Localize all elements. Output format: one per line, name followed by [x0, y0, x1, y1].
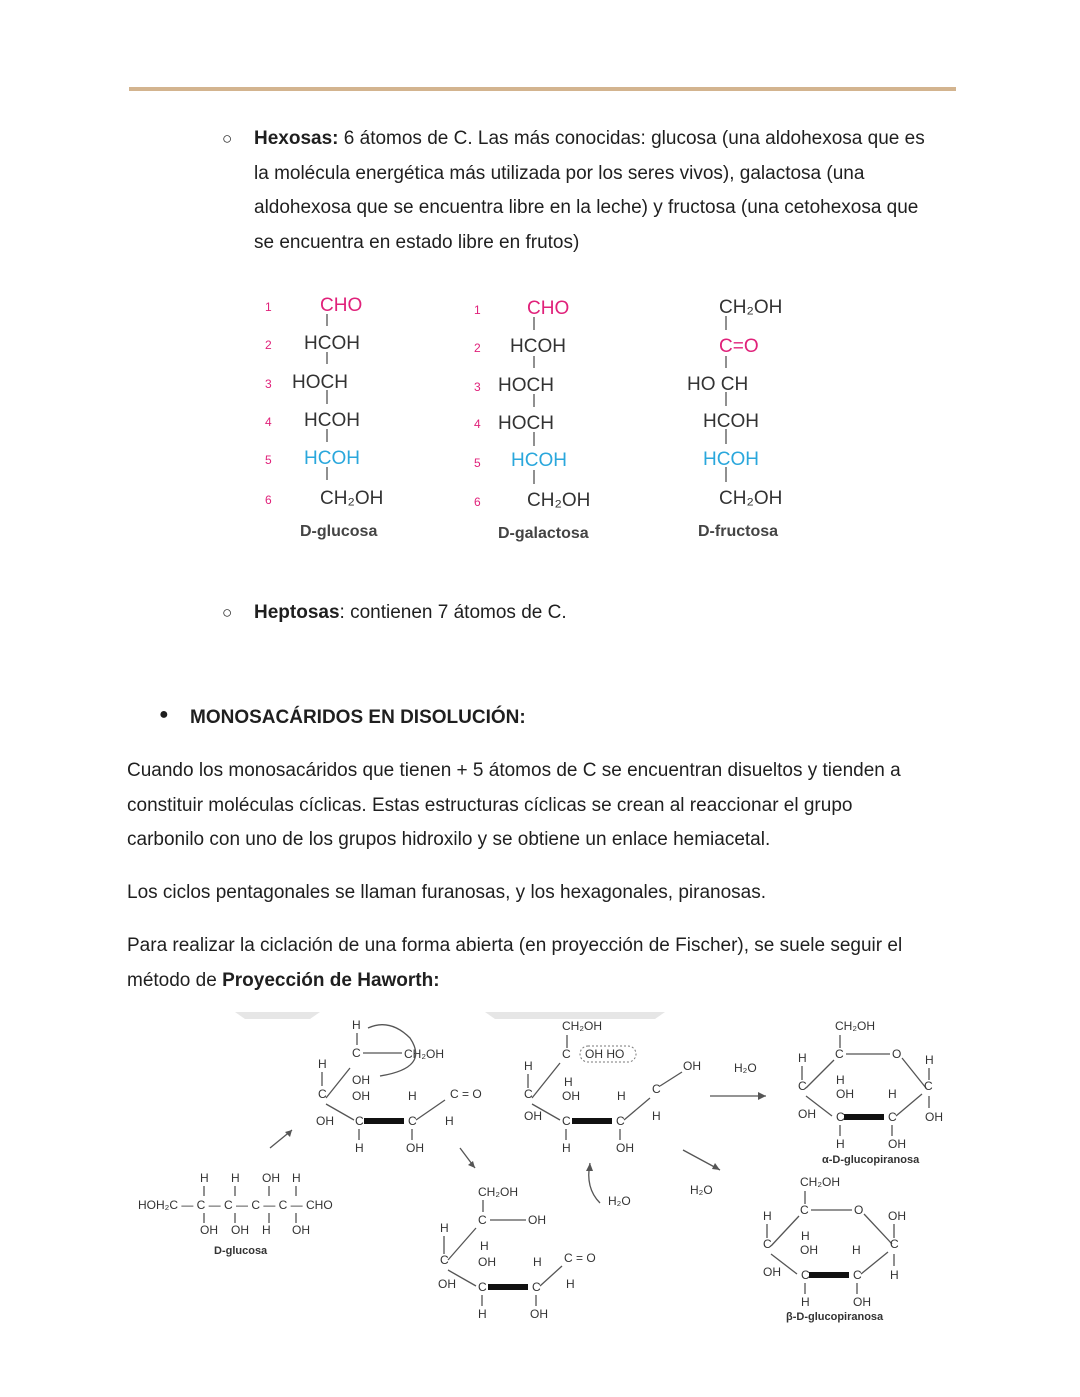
- svg-text:OH: OH: [683, 1059, 701, 1073]
- svg-text:C: C: [408, 1114, 417, 1128]
- carbon-number: 5: [265, 453, 272, 467]
- svg-text:OH: OH: [888, 1137, 906, 1151]
- fructosa-c4: HCOH: [703, 411, 759, 432]
- svg-text:O: O: [854, 1203, 864, 1217]
- svg-text:OH: OH: [562, 1089, 580, 1103]
- carbon-number: 6: [474, 495, 481, 509]
- carbon-number: 4: [474, 417, 481, 431]
- carbon-number: 1: [474, 303, 481, 317]
- carbon-number: 2: [265, 338, 272, 352]
- open-chain-glucosa: [138, 1171, 333, 1257]
- intermediate-ring-3: [438, 1185, 596, 1321]
- water-label: H₂O: [690, 1183, 713, 1197]
- svg-text:C: C: [835, 1047, 844, 1061]
- water-label: H₂O: [734, 1061, 757, 1075]
- svg-text:C: C: [890, 1237, 899, 1251]
- heptosas-term: Heptosas: [254, 602, 340, 623]
- svg-text:H: H: [617, 1089, 626, 1103]
- glucosa-c4: HCOH: [304, 410, 360, 431]
- galactosa-c5: HCOH: [511, 450, 567, 471]
- section-bullet: ●: [159, 706, 169, 723]
- paragraph-line: Cuando los monosacáridos que tienen + 5 átomos de C se encuentran disueltos y tienden a: [127, 760, 901, 781]
- glucosa-name: D-glucosa: [300, 523, 378, 540]
- svg-text:C: C: [652, 1082, 661, 1096]
- svg-text:CH₂OH: CH₂OH: [800, 1175, 840, 1189]
- svg-text:H: H: [478, 1307, 487, 1321]
- svg-text:H: H: [798, 1051, 807, 1065]
- svg-text:O: O: [892, 1047, 902, 1061]
- svg-text:C: C: [888, 1110, 897, 1124]
- glucosa-c3: HOCH: [292, 372, 348, 393]
- svg-text:OH: OH: [530, 1307, 548, 1321]
- svg-text:CH₂OH: CH₂OH: [478, 1185, 518, 1199]
- svg-text:C: C: [478, 1280, 487, 1294]
- fischer-projections: [255, 290, 815, 550]
- hexosas-line-3: aldohexosa que se encuentra libre en la leche) y fructosa (una cetohexosa que: [254, 197, 919, 218]
- fructosa-c2: C=O: [719, 336, 759, 357]
- svg-text:OH: OH: [478, 1255, 496, 1269]
- svg-text:OH: OH: [853, 1295, 871, 1309]
- svg-text:OH: OH: [262, 1171, 280, 1185]
- svg-text:H: H: [524, 1059, 533, 1073]
- svg-text:C: C: [800, 1203, 809, 1217]
- svg-text:CH₂OH: CH₂OH: [562, 1019, 602, 1033]
- heptosas-text: : contienen 7 átomos de C.: [339, 602, 567, 623]
- hexosas-term: Hexosas:: [254, 128, 339, 149]
- svg-text:OH: OH: [798, 1107, 816, 1121]
- svg-text:H: H: [888, 1087, 897, 1101]
- svg-text:H: H: [262, 1223, 271, 1237]
- hexosas-line-2: la molécula energética más utilizada por los seres vivos), galactosa (una: [254, 162, 865, 184]
- svg-text:C = O: C = O: [450, 1087, 482, 1101]
- glucosa-c1: CHO: [320, 295, 363, 316]
- svg-text:H: H: [852, 1243, 861, 1257]
- alpha-name: α-D-glucopiranosa: [822, 1154, 920, 1166]
- intermediate-ring-2: [524, 1019, 701, 1155]
- galactosa-name: D-galactosa: [498, 525, 589, 542]
- svg-text:OH: OH: [352, 1089, 370, 1103]
- svg-text:H: H: [652, 1109, 661, 1123]
- svg-text:C: C: [616, 1114, 625, 1128]
- svg-text:C: C: [532, 1280, 541, 1294]
- svg-text:OH: OH: [925, 1110, 943, 1124]
- svg-text:OH HO: OH HO: [585, 1047, 625, 1061]
- svg-text:C: C: [440, 1253, 449, 1267]
- carbon-number: 5: [474, 456, 481, 470]
- fructosa-c6: CH₂OH: [719, 488, 783, 509]
- galactosa-c6: CH₂OH: [527, 490, 591, 511]
- fructosa-c1: CH₂OH: [719, 297, 783, 318]
- beta-name: β-D-glucopiranosa: [786, 1311, 884, 1323]
- svg-text:H: H: [801, 1229, 810, 1243]
- glucosa-c5: HCOH: [304, 448, 360, 469]
- carbon-number: 3: [474, 380, 481, 394]
- svg-text:OH: OH: [292, 1223, 310, 1237]
- fischer-glucosa: [265, 295, 383, 540]
- svg-text:OH: OH: [200, 1223, 218, 1237]
- svg-text:C: C: [853, 1268, 862, 1282]
- svg-text:OH: OH: [406, 1141, 424, 1155]
- svg-text:H: H: [836, 1073, 845, 1087]
- svg-text:C: C: [763, 1237, 772, 1251]
- svg-text:C: C: [924, 1079, 933, 1093]
- paragraph-line: método de: [127, 969, 223, 991]
- svg-text:H: H: [355, 1141, 364, 1155]
- svg-text:OH: OH: [528, 1213, 546, 1227]
- svg-text:C = O: C = O: [564, 1251, 596, 1265]
- fischer-fructosa: [687, 297, 782, 540]
- svg-text:H: H: [480, 1239, 489, 1253]
- svg-text:OH: OH: [316, 1114, 334, 1128]
- svg-text:H: H: [231, 1171, 240, 1185]
- fructosa-name: D-fructosa: [698, 523, 779, 540]
- alpha-glucopiranosa: [798, 1019, 943, 1166]
- svg-text:OH: OH: [352, 1073, 370, 1087]
- sub-bullet-heptosas: ○: [222, 603, 233, 622]
- svg-text:C: C: [318, 1087, 327, 1101]
- carbon-number: 1: [265, 300, 272, 314]
- svg-text:H: H: [408, 1089, 417, 1103]
- svg-text:OH: OH: [616, 1141, 634, 1155]
- galactosa-c4: HOCH: [498, 413, 554, 434]
- svg-text:OH: OH: [438, 1277, 456, 1291]
- paragraph-haworth: [127, 929, 987, 998]
- svg-text:C: C: [836, 1110, 845, 1124]
- svg-text:H: H: [763, 1209, 772, 1223]
- header-rule: [129, 87, 956, 91]
- svg-text:H: H: [562, 1141, 571, 1155]
- svg-text:OH: OH: [888, 1209, 906, 1223]
- hexosas-text: 6 átomos de C. Las más conocidas: glucosa (una aldohexosa que es: [338, 128, 925, 149]
- svg-text:H: H: [564, 1075, 573, 1089]
- section-heading: MONOSACÁRIDOS EN DISOLUCIÓN:: [190, 707, 526, 728]
- svg-text:H: H: [566, 1277, 575, 1291]
- svg-text:H: H: [533, 1255, 542, 1269]
- svg-text:OH: OH: [836, 1087, 854, 1101]
- galactosa-c3: HOCH: [498, 375, 554, 396]
- svg-text:C: C: [355, 1114, 364, 1128]
- glucosa-c6: CH₂OH: [320, 488, 384, 509]
- fischer-galactosa: [474, 298, 590, 542]
- haworth-term: Proyección de Haworth:: [222, 969, 440, 991]
- paragraph-line: constituir moléculas cíclicas. Estas estructuras cíclicas se crean al reaccionar el grupo: [127, 794, 853, 816]
- hexosas-paragraph: [254, 122, 974, 260]
- carbon-number: 2: [474, 341, 481, 355]
- svg-text:CH₂OH: CH₂OH: [835, 1019, 875, 1033]
- svg-text:H: H: [440, 1221, 449, 1235]
- chain-formula: HOH₂C — C — C — C — C — CHO: [138, 1198, 333, 1212]
- svg-text:H: H: [200, 1171, 209, 1185]
- svg-text:H: H: [801, 1295, 810, 1309]
- carbon-number: 6: [265, 493, 272, 507]
- svg-text:CH₂OH: CH₂OH: [404, 1047, 444, 1061]
- intermediate-ring-1: [316, 1018, 482, 1155]
- svg-text:C: C: [478, 1213, 487, 1227]
- paragraph-line: Para realizar la ciclación de una forma abierta (en proyección de Fischer), se suele seguir el: [127, 935, 903, 956]
- carbon-number: 4: [265, 415, 272, 429]
- haworth-diagram: [130, 1008, 960, 1328]
- svg-text:OH: OH: [800, 1243, 818, 1257]
- svg-text:C: C: [562, 1047, 571, 1061]
- sub-bullet-hexosas: ○: [222, 129, 233, 148]
- svg-text:OH: OH: [763, 1265, 781, 1279]
- svg-text:C: C: [562, 1114, 571, 1128]
- svg-text:H: H: [890, 1268, 899, 1282]
- beta-glucopiranosa: [763, 1175, 906, 1323]
- svg-text:OH: OH: [231, 1223, 249, 1237]
- fructosa-c3: HO CH: [687, 374, 749, 395]
- svg-text:H: H: [292, 1171, 301, 1185]
- fructosa-c5: HCOH: [703, 449, 759, 470]
- svg-text:H: H: [352, 1018, 361, 1032]
- svg-text:OH: OH: [524, 1109, 542, 1123]
- heptosas-paragraph: [254, 596, 567, 631]
- galactosa-c1: CHO: [527, 298, 570, 319]
- paragraph-cyclic: [127, 754, 987, 858]
- svg-text:C: C: [524, 1087, 533, 1101]
- hexosas-line-4: se encuentra en estado libre en frutos): [254, 231, 580, 253]
- glucosa-c2: HCOH: [304, 333, 360, 354]
- galactosa-c2: HCOH: [510, 336, 566, 357]
- paragraph-rings: Los ciclos pentagonales se llaman furanosas, y los hexagonales, piranosas.: [127, 882, 766, 903]
- water-label: H₂O: [608, 1194, 631, 1208]
- carbon-number: 3: [265, 377, 272, 391]
- svg-text:H: H: [925, 1053, 934, 1067]
- chain-name: D-glucosa: [214, 1245, 268, 1257]
- svg-text:C: C: [352, 1046, 361, 1060]
- svg-text:H: H: [318, 1057, 327, 1071]
- svg-text:H: H: [445, 1114, 454, 1128]
- paragraph-line: carbonilo con uno de los grupos hidroxilo y se obtiene un enlace hemiacetal.: [127, 829, 771, 850]
- svg-text:H: H: [836, 1137, 845, 1151]
- svg-text:C: C: [801, 1268, 810, 1282]
- svg-text:C: C: [798, 1079, 807, 1093]
